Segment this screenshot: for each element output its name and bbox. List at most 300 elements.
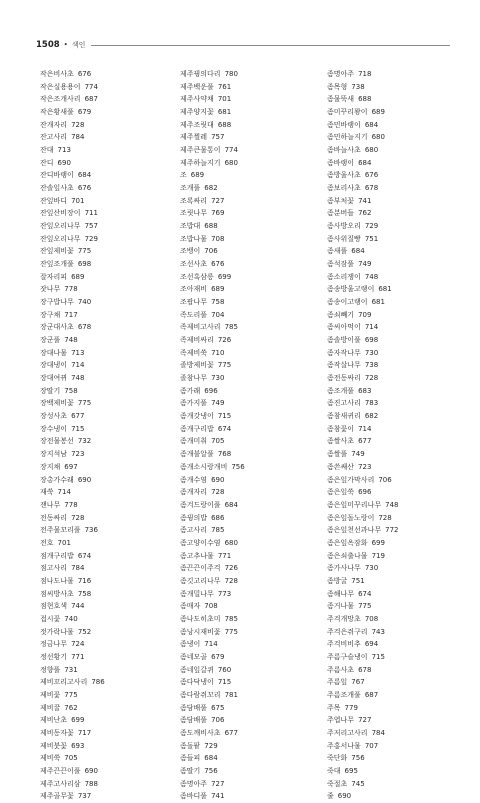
index-entry xyxy=(180,334,305,347)
index-entry xyxy=(180,486,305,499)
index-entry xyxy=(327,195,452,208)
index-page-number: 697 xyxy=(64,462,78,471)
index-page-number: 701 xyxy=(217,95,232,104)
index-entry xyxy=(180,397,305,410)
index-term: 좀민하늘지기 xyxy=(327,133,368,142)
index-entry xyxy=(40,499,165,512)
index-term: 좀거나물 xyxy=(327,602,355,611)
index-term: 제주고사리삼 xyxy=(40,779,81,788)
index-page-number: 686 xyxy=(211,513,225,522)
index-term: 좀미꾸리꽝이 xyxy=(327,108,368,117)
index-page-number: 708 xyxy=(204,602,218,611)
index-entry xyxy=(180,271,305,284)
index-page-number: 699 xyxy=(71,716,85,725)
index-entry xyxy=(327,131,452,144)
index-page-number: 696 xyxy=(204,386,218,395)
index-entry xyxy=(327,258,452,271)
index-page-number: 684 xyxy=(77,171,92,180)
index-term: 좀개수염 xyxy=(180,475,208,484)
index-term: 조팝나무 xyxy=(180,298,208,307)
index-entry xyxy=(180,626,305,639)
index-entry xyxy=(180,727,305,740)
index-term: 점개구리밥 xyxy=(40,551,74,560)
index-term: 제주끈끈이풀 xyxy=(40,766,81,775)
index-term: 좀개소시랑개비 xyxy=(180,462,228,471)
index-page-number: 758 xyxy=(211,298,225,307)
index-entry xyxy=(40,588,165,601)
index-entry xyxy=(180,537,305,550)
index-entry xyxy=(40,271,165,284)
index-term: 좀개구리밥 xyxy=(180,424,214,433)
index-term: 좀조개풀 xyxy=(327,386,355,395)
index-term: 좀개갓냉이 xyxy=(180,412,214,421)
index-term: 조밥나물 xyxy=(180,234,208,243)
index-term: 조개풀 xyxy=(180,184,201,193)
index-term: 장지채 xyxy=(40,462,61,471)
index-term: 좀참새귀리 xyxy=(327,412,361,421)
index-term: 주름구슬냉이 xyxy=(327,652,368,661)
index-entry xyxy=(327,397,452,410)
index-term: 주름사초 xyxy=(327,665,355,674)
index-term: 잔잎오리나무 xyxy=(40,222,81,231)
index-term: 좀담배풀 xyxy=(180,703,208,712)
index-page-number: 779 xyxy=(344,703,358,712)
index-term: 장대여뀌 xyxy=(40,374,68,383)
index-term: 좀쌀풀 xyxy=(327,450,348,459)
index-page-number: 678 xyxy=(77,323,92,332)
index-entry xyxy=(327,651,452,664)
index-entry xyxy=(180,562,305,575)
index-entry xyxy=(327,714,452,727)
index-term: 좀참꽃이 xyxy=(327,424,355,433)
index-entry xyxy=(180,81,305,94)
index-entry xyxy=(40,689,165,702)
index-column-2 xyxy=(180,68,305,803)
index-entry xyxy=(180,169,305,182)
index-entry xyxy=(180,448,305,461)
index-term: 좀은잎미꾸리나무 xyxy=(327,500,382,509)
index-term: 좀들피 xyxy=(180,754,201,763)
index-term: 조선흑삼릉 xyxy=(180,272,214,281)
index-page-number: 707 xyxy=(364,741,379,750)
index-term: 제비난초 xyxy=(40,716,68,725)
index-term: 좀방울사초 xyxy=(327,171,361,180)
index-entry xyxy=(180,283,305,296)
index-page-number: 775 xyxy=(77,399,92,408)
index-page-number: 775 xyxy=(224,627,238,636)
index-term: 주걱은쥐구리 xyxy=(327,627,368,636)
index-entry xyxy=(180,207,305,220)
index-page-number: 785 xyxy=(211,526,225,535)
index-entry xyxy=(327,271,452,284)
index-page-number: 732 xyxy=(77,437,92,446)
index-term: 좀다닥냉이 xyxy=(180,678,214,687)
index-term: 접시꽃 xyxy=(40,614,61,623)
index-page-number: 730 xyxy=(364,564,379,573)
index-term: 제주사약채 xyxy=(180,95,214,104)
index-entry xyxy=(327,600,452,613)
index-entry xyxy=(40,550,165,563)
index-entry xyxy=(40,245,165,258)
index-term: 작은실용용이 xyxy=(40,82,81,91)
index-page-number: 741 xyxy=(358,196,372,205)
index-term: 점현호색 xyxy=(40,602,68,611)
index-term: 좀자작나무 xyxy=(327,348,361,357)
index-term: 좀네모골 xyxy=(180,652,208,661)
index-term: 죽절초 xyxy=(327,779,348,788)
index-entry xyxy=(40,512,165,525)
index-term: 족제비쑥 xyxy=(180,348,208,357)
index-page-number: 689 xyxy=(371,108,385,117)
index-term: 좀쌀사초 xyxy=(327,437,355,446)
index-term: 좀석잠풀 xyxy=(327,260,355,269)
index-term: 좀은잎쑥 xyxy=(327,488,355,497)
index-entry xyxy=(327,106,452,119)
index-entry xyxy=(327,283,452,296)
index-entry xyxy=(327,169,452,182)
index-page-number: 710 xyxy=(211,348,225,357)
index-page-number: 687 xyxy=(364,690,379,699)
index-term: 좀냉이 xyxy=(180,640,201,649)
index-entry xyxy=(327,689,452,702)
index-page-number: 730 xyxy=(364,348,379,357)
index-entry xyxy=(327,752,452,765)
index-entry xyxy=(180,613,305,626)
index-entry xyxy=(327,613,452,626)
index-term: 조뱅이 xyxy=(180,247,201,256)
page-header xyxy=(36,38,450,52)
index-page-number: 740 xyxy=(77,298,92,307)
index-entry xyxy=(180,714,305,727)
index-term: 좀개자리 xyxy=(180,488,208,497)
index-entry xyxy=(40,410,165,423)
index-entry xyxy=(180,195,305,208)
index-term: 좀개밀나무 xyxy=(180,589,214,598)
index-page-number: 714 xyxy=(364,323,379,332)
index-entry xyxy=(327,562,452,575)
index-term: 좀분버들 xyxy=(327,209,355,218)
index-term: 좀명아주 xyxy=(327,70,355,78)
index-term: 장백제비꽃 xyxy=(40,399,74,408)
index-term: 잣나무 xyxy=(40,285,61,294)
index-page-number: 688 xyxy=(358,95,372,104)
index-page-number: 756 xyxy=(351,754,365,763)
index-page-number: 708 xyxy=(364,614,379,623)
index-term: 점고사리 xyxy=(40,564,68,573)
index-page-number: 729 xyxy=(84,234,98,243)
index-entry xyxy=(180,524,305,537)
index-entry xyxy=(327,790,452,803)
index-term: 장전물봉선 xyxy=(40,437,74,446)
index-term: 주름조개풀 xyxy=(327,690,361,699)
index-page-number: 728 xyxy=(364,374,379,383)
index-entry xyxy=(180,106,305,119)
index-page-number: 680 xyxy=(224,158,238,167)
index-page-number: 705 xyxy=(64,754,78,763)
index-page-number: 706 xyxy=(378,475,392,484)
index-page-number: 684 xyxy=(351,247,365,256)
index-page-number: 744 xyxy=(71,602,85,611)
index-entry xyxy=(180,676,305,689)
index-entry xyxy=(40,714,165,727)
index-page-number: 785 xyxy=(224,614,238,623)
index-term: 주걱개망초 xyxy=(327,614,361,623)
index-term: 좀나도히초미 xyxy=(180,614,221,623)
index-entry xyxy=(180,702,305,715)
index-entry xyxy=(40,575,165,588)
index-page-number: 727 xyxy=(211,196,225,205)
index-page-number: 749 xyxy=(351,450,365,459)
index-term: 장총가수래 xyxy=(40,475,74,484)
index-entry xyxy=(40,220,165,233)
index-entry xyxy=(327,474,452,487)
index-page-number: 784 xyxy=(71,133,85,142)
index-page-number: 762 xyxy=(358,209,372,218)
index-page-number: 681 xyxy=(371,298,385,307)
index-term: 잔잎바디 xyxy=(40,196,68,205)
index-page-number: 740 xyxy=(64,614,78,623)
index-term: 잔디바랭이 xyxy=(40,171,74,180)
index-term: 잔솔잎사초 xyxy=(40,184,74,193)
index-entry xyxy=(180,651,305,664)
index-entry xyxy=(180,347,305,360)
index-term: 좀은잎돌노랑이 xyxy=(327,513,375,522)
index-entry xyxy=(40,562,165,575)
index-term: 조선사초 xyxy=(180,260,208,269)
index-term: 족제비고사리 xyxy=(180,323,221,332)
index-entry xyxy=(327,486,452,499)
index-page-number: 689 xyxy=(71,272,85,281)
index-term: 젓가락나물 xyxy=(40,627,74,636)
index-term: 좀사방오리 xyxy=(327,222,361,231)
index-page-number: 714 xyxy=(204,640,218,649)
index-entry xyxy=(180,550,305,563)
index-entry xyxy=(180,752,305,765)
index-page-number: 701 xyxy=(71,196,85,205)
index-term: 장대냉이 xyxy=(40,361,68,370)
index-page-number: 708 xyxy=(211,234,225,243)
index-term: 좀겨드랑이풀 xyxy=(180,500,221,509)
index-page-number: 713 xyxy=(57,146,71,155)
index-term: 조 xyxy=(180,171,187,180)
index-page-number: 783 xyxy=(364,399,379,408)
header-rule xyxy=(91,45,450,46)
index-page-number: 674 xyxy=(217,424,232,433)
index-term: 족도리풀 xyxy=(180,310,208,319)
index-page-number: 699 xyxy=(371,538,385,547)
index-page-number: 738 xyxy=(351,82,365,91)
index-term: 좀도깨비사초 xyxy=(180,728,221,737)
index-term: 좀은잎천선과나무 xyxy=(327,526,382,535)
index-term: 좀가사나무 xyxy=(327,564,361,573)
index-page-number: 728 xyxy=(378,513,392,522)
index-term: 잔고사리 xyxy=(40,133,68,142)
index-page-number: 715 xyxy=(217,412,232,421)
index-term: 제주꿩의다리 xyxy=(180,70,221,78)
index-page-number: 726 xyxy=(224,564,238,573)
index-term: 좀바디풀 xyxy=(180,792,208,801)
index-page-number: 688 xyxy=(204,222,218,231)
index-term: 잔잎오리나무 xyxy=(40,234,81,243)
index-page-number: 785 xyxy=(224,323,238,332)
index-term: 주목 xyxy=(327,703,341,712)
index-term: 장수냉이 xyxy=(40,424,68,433)
index-term: 좀진고사리 xyxy=(327,399,361,408)
index-entry xyxy=(180,68,305,81)
index-term: 제비붓꽃 xyxy=(40,741,68,750)
index-page-number: 719 xyxy=(371,551,385,560)
index-entry xyxy=(40,702,165,715)
index-entry xyxy=(180,182,305,195)
index-page-number: 749 xyxy=(358,260,372,269)
index-page-number: 728 xyxy=(71,120,85,129)
index-entry xyxy=(327,93,452,106)
index-page-number: 748 xyxy=(71,374,85,383)
index-entry xyxy=(40,537,165,550)
index-term: 제주양지꽃 xyxy=(180,108,214,117)
index-entry xyxy=(180,740,305,753)
index-entry xyxy=(40,321,165,334)
index-entry xyxy=(40,765,165,778)
index-entry xyxy=(327,157,452,170)
index-page-number: 743 xyxy=(371,627,385,636)
index-term: 좀물뚝새 xyxy=(327,95,355,104)
index-page-number: 756 xyxy=(231,462,245,471)
index-entry xyxy=(327,448,452,461)
index-term: 줄 xyxy=(327,792,334,801)
index-term: 장성사초 xyxy=(40,412,68,421)
index-entry xyxy=(40,448,165,461)
index-page-number: 778 xyxy=(64,285,78,294)
index-term: 제비쑥 xyxy=(40,754,61,763)
index-term: 좀방굴 xyxy=(327,576,348,585)
index-page-number: 679 xyxy=(77,108,92,117)
index-page-number: 781 xyxy=(224,690,238,699)
index-term: 좀네잎갈퀴 xyxy=(180,665,214,674)
index-term: 작은조개사리 xyxy=(40,95,81,104)
index-term: 좀은잎가막사리 xyxy=(327,475,375,484)
index-entry xyxy=(40,119,165,132)
index-term: 제주골무꽃 xyxy=(40,792,74,801)
index-page-number: 751 xyxy=(364,234,379,243)
index-term: 정금나무 xyxy=(40,640,68,649)
index-page-number: 756 xyxy=(204,766,218,775)
index-entry xyxy=(327,575,452,588)
index-page-number: 681 xyxy=(217,108,232,117)
index-page-number: 728 xyxy=(71,513,85,522)
index-page-number: 681 xyxy=(378,285,392,294)
index-page-number: 729 xyxy=(204,741,218,750)
index-term: 좀가지풀 xyxy=(180,399,208,408)
index-term: 죽단화 xyxy=(327,754,348,763)
index-page-number: 698 xyxy=(77,260,92,269)
index-entry xyxy=(327,588,452,601)
index-term: 좀쇠빼기 xyxy=(327,310,355,319)
index-term: 좀새풀 xyxy=(327,247,348,256)
index-entry xyxy=(40,372,165,385)
index-term: 좀민바랭이 xyxy=(327,120,361,129)
index-term: 제주찔레 xyxy=(180,133,208,142)
index-term: 좀은쇠출나물 xyxy=(327,551,368,560)
index-page-number: 767 xyxy=(351,678,365,687)
index-entry xyxy=(327,233,452,246)
index-entry xyxy=(40,676,165,689)
index-term: 조아재비 xyxy=(180,285,208,294)
index-term: 조록싸리 xyxy=(180,196,208,205)
index-page-number: 727 xyxy=(358,716,372,725)
index-term: 좀은잎옥잠화 xyxy=(327,538,368,547)
index-page-number: 677 xyxy=(358,437,372,446)
index-term: 좀바랭이 xyxy=(327,158,355,167)
index-page-number: 709 xyxy=(358,310,372,319)
index-entry xyxy=(40,347,165,360)
index-entry xyxy=(40,727,165,740)
index-term: 조밥대 xyxy=(180,222,201,231)
index-entry xyxy=(327,220,452,233)
index-entry xyxy=(180,410,305,423)
index-term: 점나도나물 xyxy=(40,576,74,585)
index-term: 좀소리쟁이 xyxy=(327,272,361,281)
index-page-number: 678 xyxy=(358,665,372,674)
index-page-number: 714 xyxy=(57,488,71,497)
index-page-number: 706 xyxy=(211,716,225,725)
index-page-number: 684 xyxy=(358,158,372,167)
index-term: 제비꽃 xyxy=(40,690,61,699)
index-term: 주걱비비추 xyxy=(327,640,361,649)
index-entry xyxy=(180,144,305,157)
index-term: 좀고추나물 xyxy=(180,551,214,560)
index-page-number: 724 xyxy=(71,640,85,649)
index-entry xyxy=(40,461,165,474)
index-term: 좀사위질빵 xyxy=(327,234,361,243)
index-entry xyxy=(40,68,165,81)
index-entry xyxy=(180,778,305,791)
index-entry xyxy=(40,638,165,651)
index-entry xyxy=(40,207,165,220)
index-term: 주저리고사리 xyxy=(327,728,368,737)
index-page-number: 758 xyxy=(77,589,92,598)
index-entry xyxy=(40,93,165,106)
index-term: 좀끈끈이주걱 xyxy=(180,564,221,573)
index-term: 좀개미취 xyxy=(180,437,208,446)
index-entry xyxy=(327,81,452,94)
index-term: 잔잎조개풀 xyxy=(40,260,74,269)
index-term: 잘자리피 xyxy=(40,272,68,281)
index-term: 잔잎제비꽃 xyxy=(40,247,74,256)
index-page-number: 677 xyxy=(224,728,238,737)
index-page-number: 706 xyxy=(204,247,218,256)
index-page-number: 677 xyxy=(71,412,85,421)
index-page-number: 693 xyxy=(71,741,85,750)
index-entry xyxy=(180,790,305,803)
index-term: 좀담배풀 xyxy=(180,716,208,725)
index-entry xyxy=(327,372,452,385)
index-page-number: 676 xyxy=(77,184,92,193)
index-page-number: 704 xyxy=(211,310,225,319)
index-term: 잔개자리 xyxy=(40,120,68,129)
index-entry xyxy=(40,131,165,144)
index-page-number: 714 xyxy=(71,361,85,370)
index-entry xyxy=(40,613,165,626)
index-page-number: 690 xyxy=(57,158,71,167)
index-term: 장군대사초 xyxy=(40,323,74,332)
index-term: 좀송이고랭이 xyxy=(327,298,368,307)
index-entry xyxy=(40,752,165,765)
index-entry xyxy=(327,334,452,347)
index-page-number: 769 xyxy=(211,209,225,218)
index-entry xyxy=(180,93,305,106)
index-page-number: 741 xyxy=(211,792,225,801)
